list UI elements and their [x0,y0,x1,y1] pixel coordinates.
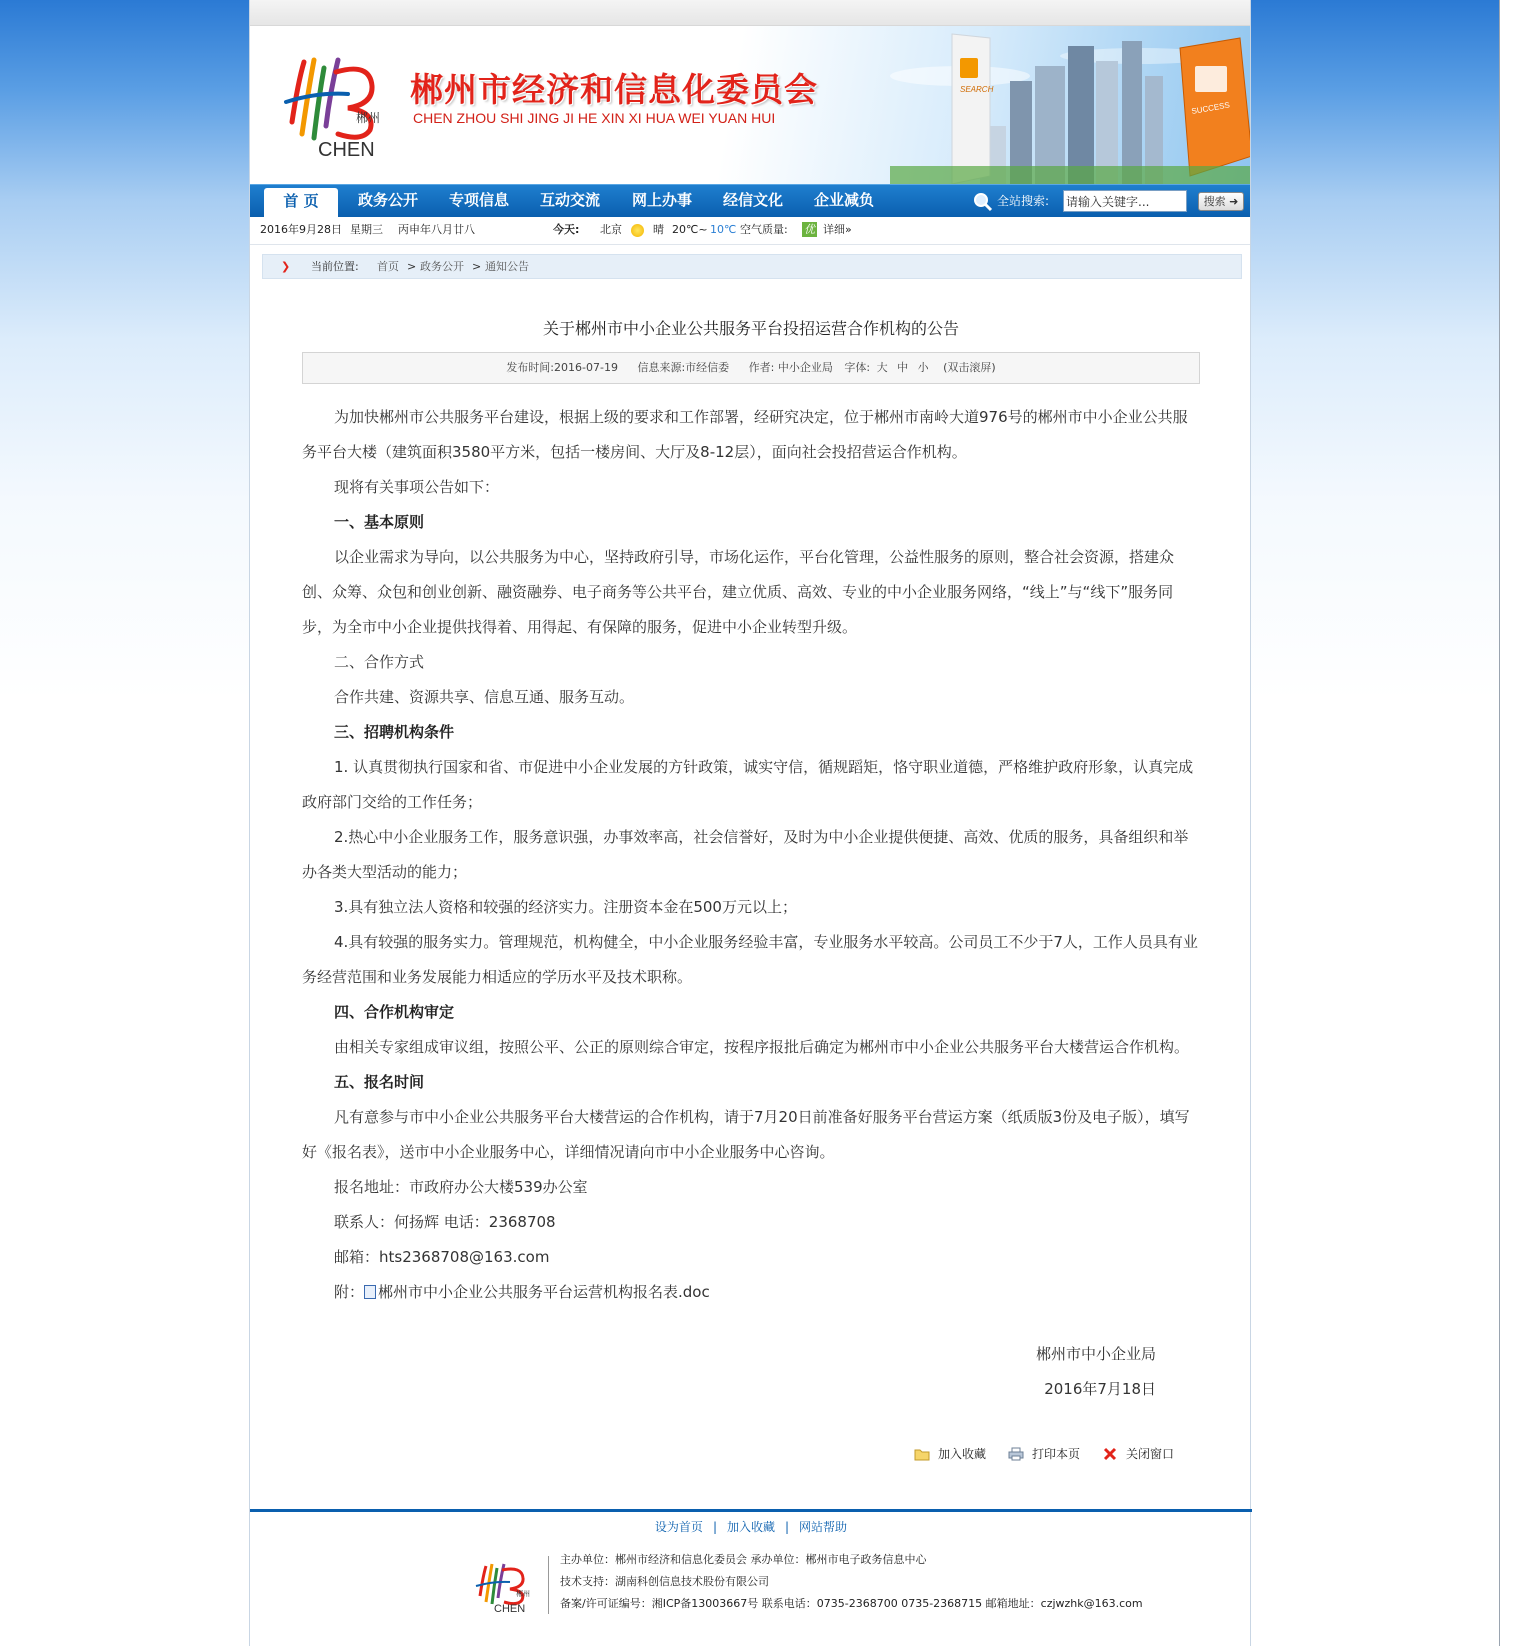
section-heading: 五、报名时间 [334,1073,425,1091]
article-paragraph: 二、合作方式 [334,653,425,671]
article-paragraph: 3.具有独立法人资格和较强的经济实力。注册资本金在500万元以上； [334,898,797,916]
close-window-button[interactable] [1102,1444,1174,1464]
article-title: 关于郴州市中小企业公共服务平台投招运营合作机构的公告 [542,319,959,338]
current-date: 2016年9月28日 [260,223,342,236]
nav-item-online-service[interactable]: 网上办事 [631,191,692,209]
signature-org: 郴州市中小企业局 [1035,1345,1156,1363]
signature-date: 2016年7月18日 [1044,1380,1156,1398]
air-quality-badge [802,217,817,243]
article-paragraph: 为加快郴州市公共服务平台建设，根据上级的要求和工作部署，经研究决定，位于郴州市南岭大道976号的郴州市中小企业公共服务平台大楼（建筑面积3580平方米，包括一楼房间、大厅及8-12层），面向社会投招营运合作机构。 [302,408,1188,461]
nav-item-gov-affairs[interactable]: 政务公开 [357,191,418,209]
breadcrumb-separator: > [407,260,417,273]
article-paragraph: 邮箱：hts2368708@163.com [334,1248,550,1266]
breadcrumb-notices[interactable]: 通知公告 [485,260,529,273]
breadcrumb-label: 当前位置: [311,260,359,273]
section-heading: 一、基本原则 [334,513,425,531]
breadcrumb-arrow-icon: ❯ [281,260,291,273]
section-heading: 三、招聘机构条件 [334,723,455,741]
main-nav [250,184,1250,217]
site-title-cn: 郴州市经济和信息化委员会 [410,70,818,109]
page-container [249,0,1251,1646]
author: 作者: 中小企业局 [748,361,833,374]
attachment-line [302,1275,1200,1310]
current-weekday: 星期三 [350,223,383,236]
article-paragraph: 报名地址：市政府办公大楼539办公室 [334,1178,588,1196]
article-paragraph: 现将有关事项公告如下： [334,478,500,496]
footer-link-set-home[interactable]: 设为首页 [654,1520,703,1534]
nav-item-home[interactable]: 首 页 [264,188,338,217]
nav-item-special-info[interactable]: 专项信息 [448,191,509,209]
publish-date: 发布时间:2016-07-19 [506,361,618,374]
footer-divider-line [250,1509,1252,1512]
top-strip [250,0,1250,26]
footer-links [250,1516,1252,1538]
footer-logo-text-cn: 郴州 [516,1590,530,1598]
footer-link-help[interactable]: 网站帮助 [799,1520,848,1534]
footer-sponsor: 主办单位：郴州市经济和信息化委员会 承办单位：郴州市电子政务信息中心 [560,1553,927,1566]
weather-temp-high: 20℃~ [672,223,708,236]
weather-detail-link[interactable]: 详细» [823,223,852,236]
logo-text-en: CHEN [318,139,375,161]
info-bar [250,217,1250,245]
article-body [302,400,1200,1310]
site-banner [250,26,1250,184]
article-paragraph: 凡有意参与市中小企业公共服务平台大楼营运的合作机构，请于7月20日前准备好服务平台营运方案（纸质版3份及电子版），填写好《报名表》，送市中小企业服务中心，详细情况请向市中小企业服务中心咨询。 [302,1108,1190,1161]
print-button[interactable] [1008,1444,1080,1464]
footer-link-separator: | [712,1520,717,1534]
section-heading: 四、合作机构审定 [334,1003,455,1021]
air-quality-value: 优 [804,223,815,236]
footer-tech-support: 技术支持：湖南科创信息技术股份有限公司 [560,1575,769,1588]
printer-icon [1008,1447,1024,1461]
article-actions [250,1444,1252,1464]
scroll-hint: (双击滚屏) [943,361,996,374]
font-size-medium[interactable]: 中 [897,361,909,374]
weather-temp-low: 10℃ [710,223,737,236]
arrow-right-icon: ➜ [1229,195,1239,208]
footer-icp: 备案/许可证编号：湘ICP备13003667号 联系电话：0735-2368700 0735-2368715 邮箱地址：czjwzhk@163.com [560,1597,1143,1610]
footer-info [560,1549,1143,1615]
sun-icon [631,217,644,243]
info-source: 信息来源:市经信委 [637,361,730,374]
weather-today-label: 今天: [553,223,580,236]
article-paragraph: 2.热心中小企业服务工作，服务意识强，办事效率高，社会信誉好，及时为中小企业提供便捷、高效、优质的服务，具备组织和举办各类大型活动的能力； [302,828,1189,881]
breadcrumb [262,254,1242,279]
breadcrumb-separator: > [472,260,482,273]
nav-item-culture[interactable]: 经信文化 [722,191,783,209]
site-logo[interactable] [278,42,396,162]
doc-file-icon [364,1285,376,1299]
print-label: 打印本页 [1032,1447,1081,1461]
weather-condition: 晴 [653,223,664,236]
close-icon [1102,1447,1118,1461]
footer-link-favorite[interactable]: 加入收藏 [726,1520,775,1534]
article-paragraph: 1. 认真贯彻执行国家和省、市促进中小企业发展的方针政策，诚实守信，循规蹈矩，恪守职业道德，严格维护政府形象，认真完成政府部门交给的工作任务； [302,758,1194,811]
banner-success-tag: SUCCESS [1190,100,1231,116]
breadcrumb-home[interactable]: 首页 [377,260,399,273]
article-paragraph: 合作共建、资源共享、信息互通、服务互动。 [334,688,635,706]
search-button[interactable] [1198,192,1244,211]
search-input[interactable] [1063,190,1187,212]
nav-item-interaction[interactable]: 互动交流 [539,191,600,209]
article-paragraph: 联系人：何扬辉 电话：2368708 [334,1213,556,1231]
font-size-small[interactable]: 小 [917,361,929,374]
attachment-label: 附： [334,1283,365,1301]
lunar-date: 丙申年八月廿八 [398,223,475,236]
footer-link-separator: | [785,1520,790,1534]
footer-logo [472,1556,538,1614]
breadcrumb-gov-affairs[interactable]: 政务公开 [420,260,464,273]
banner-buildings-illustration [890,26,1250,184]
search-icon [973,192,993,212]
add-favorite-label: 加入收藏 [938,1447,987,1461]
footer-logo-text-en: CHEN [494,1603,526,1614]
search-button-label: 搜索 [1203,195,1226,208]
article-paragraph: 以企业需求为导向，以公共服务为中心，坚持政府引导，市场化运作，平台化管理，公益性服务的原则，整合社会资源，搭建众创、众筹、众包和创业创新、融资融券、电子商务等公共平台，建立优质、高效、专业的中小企业服务网络，“线上”与“线下”服务同步，为全市中小企业提供找得着、用得起、有保障的服务，促进中小企业转型升级。 [302,548,1175,636]
site-title-en: CHEN ZHOU SHI JING JI HE XIN XI HUA WEI YUAN HUI [413,110,776,126]
footer-vertical-divider [548,1556,549,1614]
banner-search-tag: SEARCH [960,85,994,94]
logo-text-cn: 郴州 [356,111,381,125]
add-favorite-button[interactable] [914,1444,986,1464]
nav-item-burden-relief[interactable]: 企业减负 [813,191,874,209]
search-label: 全站搜索: [997,194,1050,208]
folder-icon [914,1447,930,1461]
article-paragraph: 4.具有较强的服务实力。管理规范，机构健全，中小企业服务经验丰富，专业服务水平较高。公司员工不少于7人，工作人员具有业务经营范围和业务发展能力相适应的学历水平及技术职称。 [302,933,1198,986]
browser-scrollbar[interactable] [1499,0,1517,1646]
font-size-label: 字体: [844,361,871,374]
weather-city: 北京 [600,223,622,236]
article-meta [302,352,1200,384]
font-size-large[interactable]: 大 [876,361,888,374]
article-paragraph: 由相关专家组成审议组，按照公平、公正的原则综合审定，按程序报批后确定为郴州市中小企业公共服务平台大楼营运合作机构。 [334,1038,1190,1056]
close-window-label: 关闭窗口 [1126,1447,1175,1461]
air-quality-label: 空气质量: [740,223,788,236]
attachment-link[interactable]: 郴州市中小企业公共服务平台运营机构报名表.doc [378,1283,710,1301]
